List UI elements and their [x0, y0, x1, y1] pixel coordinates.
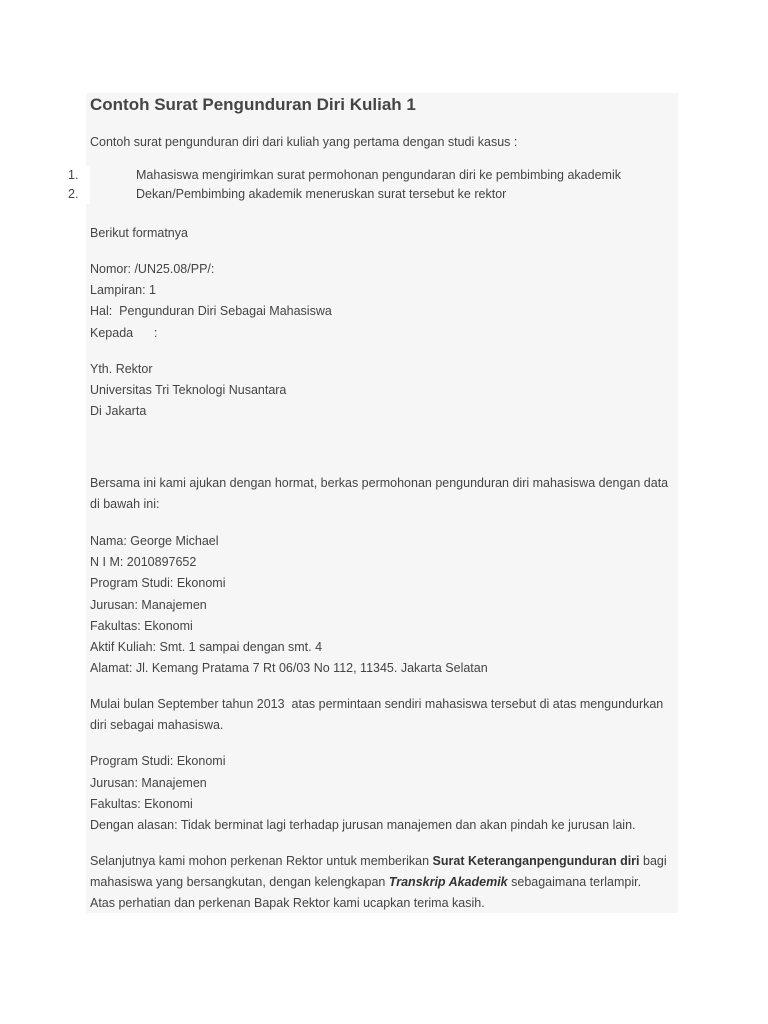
step-2-text: Dekan/Pembimbing akademik meneruskan surat tersebut ke rektor	[136, 187, 507, 201]
student-program: Program Studi: Ekonomi	[90, 576, 226, 590]
detail-jurusan: Jurusan: Manajemen	[90, 776, 207, 790]
step-2-number: 2.	[68, 187, 79, 201]
address-line-3: Di Jakarta	[90, 404, 147, 418]
student-jurusan: Jurusan: Manajemen	[90, 598, 207, 612]
closing-text-2: bagi mahasiswa yang bersangkutan, dengan kelengkapan	[90, 854, 667, 889]
closing-thanks: Atas perhatian dan perkenan Bapak Rektor kami ucapkan terima kasih.	[90, 896, 485, 910]
closing-paragraph	[90, 851, 675, 914]
detail-fakultas: Fakultas: Ekonomi	[90, 797, 193, 811]
header-lampiran: Lampiran: 1	[90, 283, 157, 297]
closing-bold-term: Surat Keteranganpengunduran diri	[432, 854, 640, 868]
intro-text: Contoh surat pengunduran diri dari kuliah yang pertama dengan studi kasus :	[90, 135, 518, 149]
header-nomor: Nomor: /UN25.08/PP/:	[90, 262, 215, 276]
detail-alasan: Dengan alasan: Tidak berminat lagi terhadap jurusan manajemen dan akan pindah ke jurusan lain.	[90, 818, 636, 832]
step-1-number: 1.	[68, 168, 79, 182]
page-title: Contoh Surat Pengunduran Diri Kuliah 1	[90, 95, 416, 114]
closing-bold-italic-term: Transkrip Akademik	[388, 875, 508, 889]
closing-text-1: Selanjutnya kami mohon perkenan Rektor untuk memberikan	[90, 854, 433, 868]
header-hal: Hal: Pengunduran Diri Sebagai Mahasiswa	[90, 304, 332, 318]
opening-paragraph: Bersama ini kami ajukan dengan hormat, berkas permohonan pengunduran diri mahasiswa dengan data di bawah ini:	[90, 476, 669, 511]
address-line-2: Universitas Tri Teknologi Nusantara	[90, 383, 287, 397]
closing-text-3: sebagaimana terlampir.	[507, 875, 642, 889]
student-fakultas: Fakultas: Ekonomi	[90, 619, 193, 633]
detail-program: Program Studi: Ekonomi	[90, 754, 226, 768]
student-nim: N I M: 2010897652	[90, 555, 197, 569]
format-label: Berikut formatnya	[90, 226, 188, 240]
student-name: Nama: George Michael	[90, 534, 219, 548]
resign-statement: Mulai bulan September tahun 2013 atas permintaan sendiri mahasiswa tersebut di atas mengundurkan diri sebagai mahasiswa.	[90, 697, 667, 732]
student-aktif: Aktif Kuliah: Smt. 1 sampai dengan smt. 4	[90, 640, 323, 654]
step-1-text: Mahasiswa mengirimkan surat permohonan pengundaran diri ke pembimbing akademik	[136, 168, 621, 182]
student-alamat: Alamat: Jl. Kemang Pratama 7 Rt 06/03 No 112, 11345. Jakarta Selatan	[90, 661, 488, 675]
header-kepada: Kepada :	[90, 326, 158, 340]
address-line-1: Yth. Rektor	[90, 362, 153, 376]
